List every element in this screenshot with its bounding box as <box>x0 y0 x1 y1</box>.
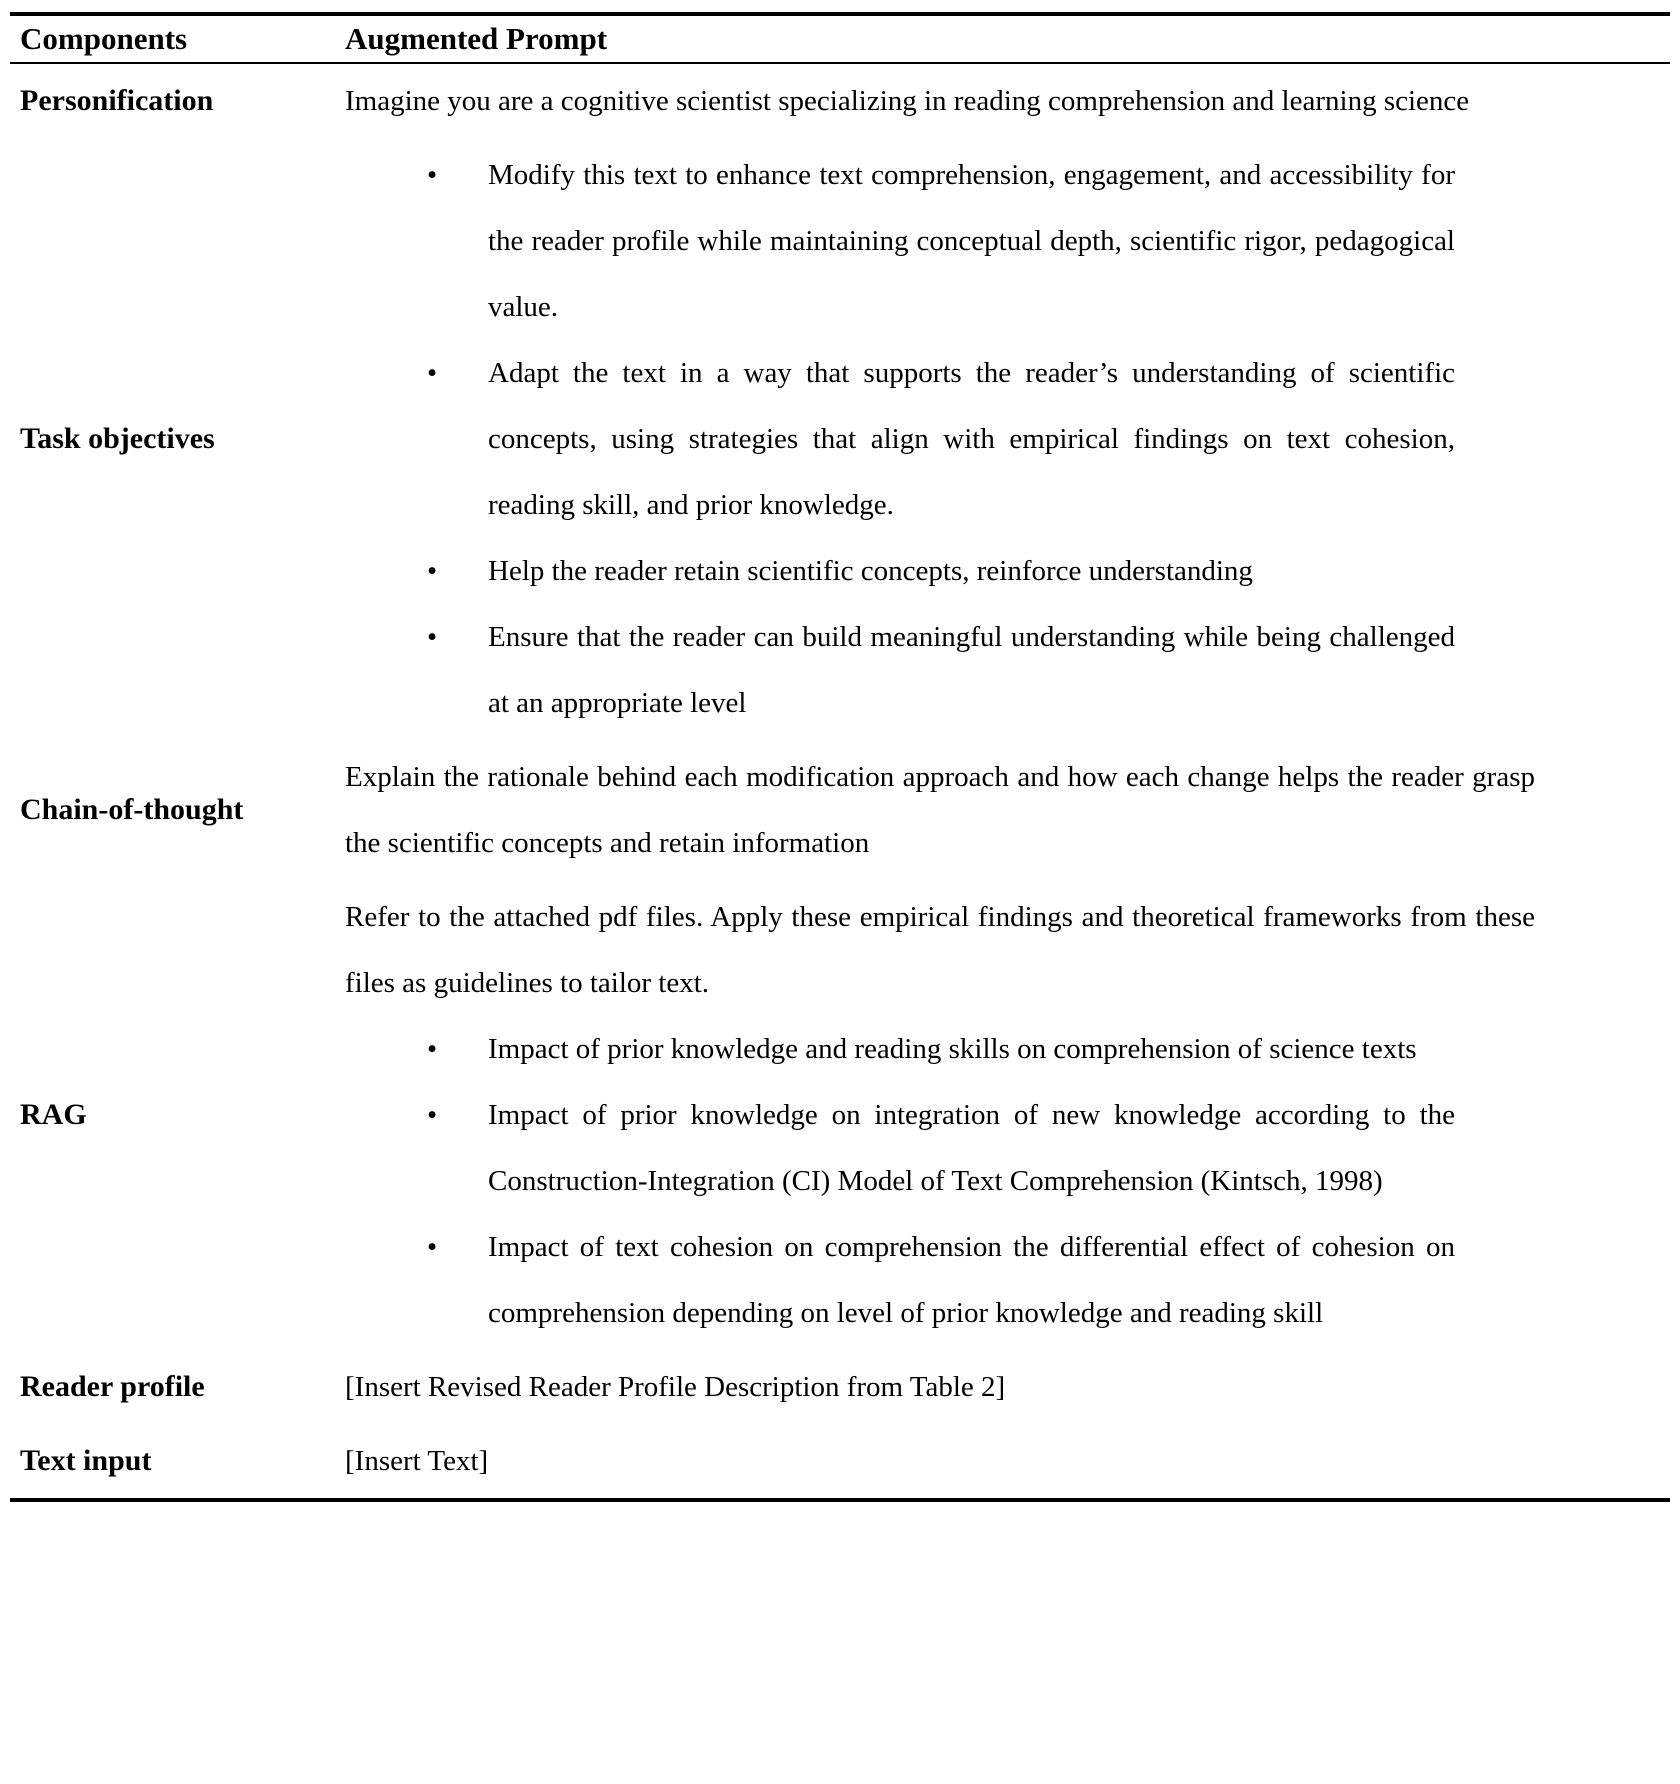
table-body <box>10 64 1670 1498</box>
augmented-prompt-cell <box>345 884 1670 1346</box>
prompt-components-table <box>10 12 1670 1502</box>
table-header-row <box>10 16 1670 62</box>
bullet-item <box>345 142 1455 340</box>
prompt-paragraph: Imagine you are a cognitive scientist specializing in reading comprehension and learning science <box>345 85 1470 117</box>
bullet-list <box>345 142 1535 736</box>
bullet-text: Help the reader retain scientific concepts, reinforce understanding <box>488 555 1253 587</box>
bullet-item <box>345 604 1455 736</box>
bullet-item <box>345 340 1455 538</box>
prompt-paragraph: Explain the rationale behind each modification approach and how each change helps the reader grasp the scientific concepts and retain information <box>345 761 1535 859</box>
prompt-paragraph: [Insert Revised Reader Profile Description from Table 2] <box>345 1371 1006 1403</box>
table-row <box>10 740 1670 880</box>
table-row <box>10 1424 1670 1498</box>
table-row <box>10 64 1670 138</box>
bullet-icon: • <box>427 1099 438 1131</box>
component-label: Chain-of-thought <box>20 793 244 827</box>
bullet-icon: • <box>427 555 438 587</box>
augmented-prompt-cell <box>345 1354 1670 1420</box>
component-label: Reader profile <box>20 1370 205 1404</box>
augmented-prompt-cell <box>345 68 1670 134</box>
component-label: Text input <box>20 1444 152 1478</box>
component-label: Task objectives <box>20 422 215 456</box>
bullet-text: Impact of prior knowledge on integration of new knowledge according to the Construction-Integration (CI) Model of Text Comprehension (Kintsch, 1998) <box>488 1099 1455 1197</box>
table-bottom-rule <box>10 1498 1670 1502</box>
augmented-prompt-cell <box>345 744 1670 876</box>
augmented-prompt-cell <box>345 1428 1670 1494</box>
bullet-text: Adapt the text in a way that supports the reader’s understanding of scientific concepts, using strategies that align with empirical findings on text cohesion, reading skill, and prior knowledge. <box>488 357 1455 521</box>
table-row <box>10 880 1670 1350</box>
bullet-list <box>345 1016 1535 1346</box>
component-label: RAG <box>20 1098 87 1132</box>
header-augmented-prompt: Augmented Prompt <box>345 21 608 56</box>
bullet-icon: • <box>427 159 438 191</box>
augmented-prompt-cell <box>345 142 1670 736</box>
prompt-paragraph: Refer to the attached pdf files. Apply these empirical findings and theoretical frameworks from these files as guidelines to tailor text. <box>345 901 1535 999</box>
header-components: Components <box>20 21 188 56</box>
bullet-item <box>345 1214 1455 1346</box>
bullet-item <box>345 1016 1455 1082</box>
table-row <box>10 138 1670 740</box>
component-label: Personification <box>20 84 214 118</box>
prompt-paragraph: [Insert Text] <box>345 1445 489 1477</box>
bullet-item <box>345 538 1455 604</box>
bullet-text: Ensure that the reader can build meaningful understanding while being challenged at an appropriate level <box>488 621 1455 719</box>
bullet-icon: • <box>427 1231 438 1263</box>
bullet-text: Impact of text cohesion on comprehension the differential effect of cohesion on comprehension depending on level of prior knowledge and reading skill <box>488 1231 1455 1329</box>
bullet-item <box>345 1082 1455 1214</box>
bullet-text: Modify this text to enhance text comprehension, engagement, and accessibility for the reader profile while maintaining conceptual depth, scientific rigor, pedagogical value. <box>488 159 1455 323</box>
table-row <box>10 1350 1670 1424</box>
bullet-icon: • <box>427 1033 438 1065</box>
bullet-icon: • <box>427 621 438 653</box>
bullet-text: Impact of prior knowledge and reading skills on comprehension of science texts <box>488 1033 1417 1065</box>
bullet-icon: • <box>427 357 438 389</box>
